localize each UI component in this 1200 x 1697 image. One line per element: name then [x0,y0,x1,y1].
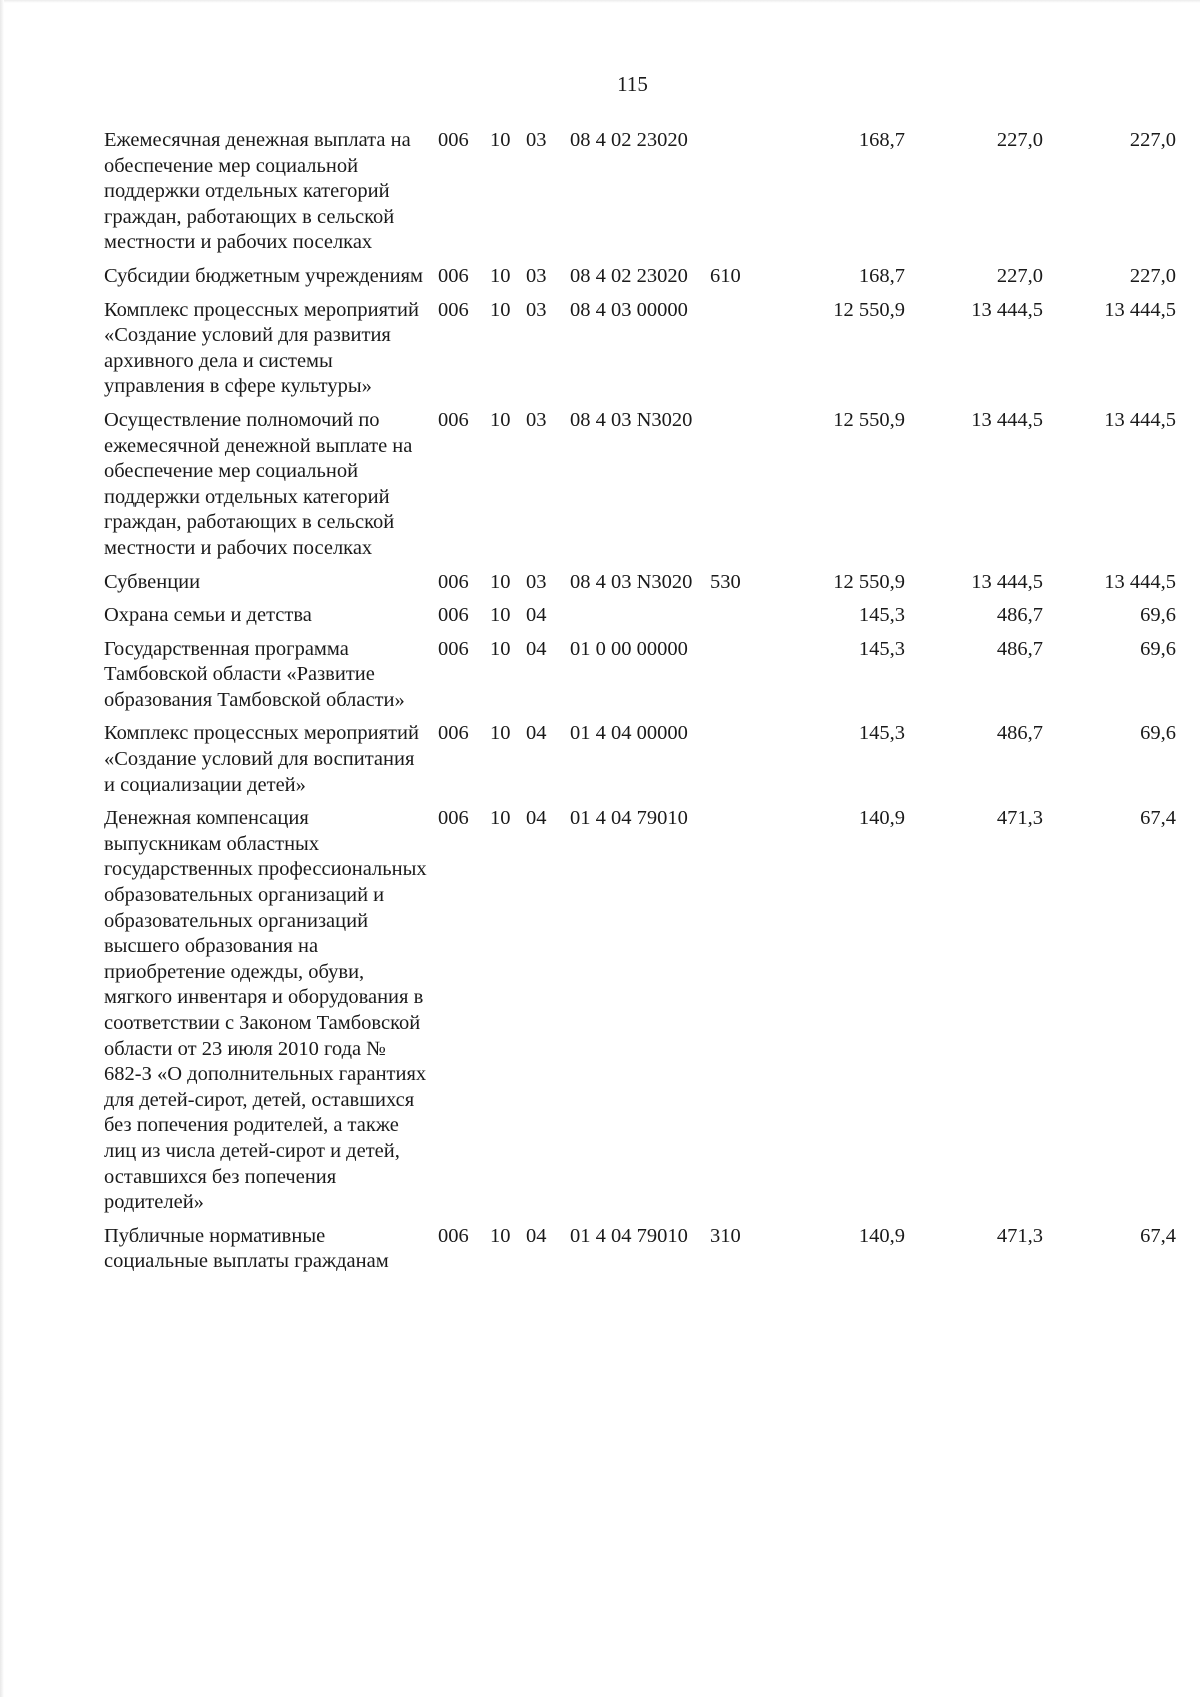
grbs-code: 006 [438,1224,469,1247]
amount-year-2: 486,7 [996,604,1043,627]
row-name: Субсидии бюджетным учреждениям [104,264,424,287]
table-row [104,570,1176,604]
table-row [104,637,1176,722]
amount-year-1: 12 550,9 [833,298,905,321]
expense-type-code [710,408,768,570]
subsection-code: 03 [526,129,547,151]
grbs-code: 006 [438,570,469,593]
amount-year-2: 13 444,5 [971,298,1043,321]
subsection-code: 04 [526,604,547,627]
row-name: Комплекс процессных мероприятий «Создание условий для развития архивного дела и системы управления в сфере культуры» [104,298,419,398]
amount-year-2: 13 444,5 [971,408,1043,431]
section-code: 10 [490,604,511,627]
amount-year-1: 145,3 [858,604,905,627]
grbs-code: 006 [438,408,469,431]
grbs-code: 006 [438,807,469,830]
subsection-code: 03 [526,570,547,593]
grbs-code: 006 [438,298,469,321]
amount-year-2: 471,3 [996,807,1043,830]
row-name: Денежная компенсация выпускникам областных государственных профессиональных образовательных организаций и образовательных организаций высшего образования на приобретение одежды, обуви, мягкого инвентаря и оборудования в соответствии с Законом Тамбовской области от 23 июля 2010 года № 682-З «О дополнительных гарантиях для детей-сирот, детей, оставшихся без попечения родителей, а также лиц из числа детей-сирот и детей, оставшихся без попечения родителей» [104,807,427,1214]
scan-left-edge [0,0,4,1697]
expense-type-code [710,298,768,408]
amount-year-3: 227,0 [1129,129,1176,151]
table-row [104,408,1176,570]
expense-type-code [710,721,768,806]
amount-year-3: 69,6 [1140,637,1176,660]
amount-year-2: 13 444,5 [971,570,1043,593]
subsection-code: 04 [526,1224,547,1247]
subsection-code: 03 [526,408,547,431]
row-name: Государственная программа Тамбовской области «Развитие образования Тамбовской области» [104,637,405,711]
amount-year-1: 140,9 [858,807,905,830]
target-article-code: 08 4 02 23020 [570,264,688,287]
amount-year-2: 227,0 [996,129,1043,151]
scan-top-edge [0,0,1200,3]
amount-year-3: 67,4 [1140,807,1176,830]
amount-year-3: 13 444,5 [1104,570,1176,593]
section-code: 10 [490,298,511,321]
budget-table [104,128,1176,1283]
target-article-code: 08 4 03 N3020 [570,570,693,593]
amount-year-3: 227,0 [1129,264,1176,287]
table-row [104,806,1176,1224]
expense-type-code: 610 [710,264,741,287]
amount-year-1: 168,7 [858,264,905,287]
amount-year-1: 145,3 [858,722,905,745]
table-row [104,264,1176,298]
section-code: 10 [490,570,511,593]
amount-year-3: 69,6 [1140,722,1176,745]
expense-type-code [710,128,768,264]
amount-year-1: 12 550,9 [833,408,905,431]
section-code: 10 [490,1224,511,1247]
row-name: Ежемесячная денежная выплата на обеспечение мер социальной поддержки отдельных категорий граждан, работающих в сельской местности и рабочих поселках [104,129,411,254]
grbs-code: 006 [438,129,469,151]
table-row [104,1224,1176,1283]
table-row [104,603,1176,637]
subsection-code: 03 [526,298,547,321]
table-row [104,721,1176,806]
target-article-code: 08 4 02 23020 [570,129,688,151]
section-code: 10 [490,722,511,745]
target-article-code: 08 4 03 00000 [570,298,688,321]
section-code: 10 [490,408,511,431]
amount-year-3: 13 444,5 [1104,408,1176,431]
row-name: Осуществление полномочий по ежемесячной денежной выплате на обеспечение мер социальной поддержки отдельных категорий граждан, работающих в сельской местности и рабочих поселках [104,408,413,559]
section-code: 10 [490,129,511,151]
amount-year-2: 486,7 [996,722,1043,745]
expense-type-code: 310 [710,1224,741,1247]
table-body [104,128,1176,1283]
grbs-code: 006 [438,637,469,660]
amount-year-3: 69,6 [1140,604,1176,627]
row-name: Субвенции [104,570,201,593]
section-code: 10 [490,264,511,287]
row-name: Охрана семьи и детства [104,604,312,627]
grbs-code: 006 [438,722,469,745]
amount-year-3: 13 444,5 [1104,298,1176,321]
amount-year-1: 168,7 [858,129,905,151]
table-row [104,128,1176,264]
target-article-code [570,603,710,637]
row-name: Публичные нормативные социальные выплаты гражданам [104,1224,389,1273]
subsection-code: 03 [526,264,547,287]
amount-year-1: 140,9 [858,1224,905,1247]
expense-type-code [710,603,768,637]
subsection-code: 04 [526,637,547,660]
subsection-code: 04 [526,722,547,745]
page-number: 115 [617,72,648,96]
amount-year-2: 486,7 [996,637,1043,660]
amount-year-3: 67,4 [1140,1224,1176,1247]
target-article-code: 01 4 04 79010 [570,1224,688,1247]
amount-year-2: 471,3 [996,1224,1043,1247]
section-code: 10 [490,637,511,660]
table-row [104,298,1176,408]
row-name: Комплекс процессных мероприятий «Создание условий для воспитания и социализации детей» [104,722,419,796]
amount-year-1: 12 550,9 [833,570,905,593]
target-article-code: 08 4 03 N3020 [570,408,693,431]
grbs-code: 006 [438,604,469,627]
expense-type-code [710,806,768,1224]
amount-year-2: 227,0 [996,264,1043,287]
target-article-code: 01 4 04 00000 [570,722,688,745]
grbs-code: 006 [438,264,469,287]
amount-year-1: 145,3 [858,637,905,660]
subsection-code: 04 [526,807,547,830]
expense-type-code: 530 [710,570,741,593]
expense-type-code [710,637,768,722]
section-code: 10 [490,807,511,830]
target-article-code: 01 0 00 00000 [570,637,688,660]
target-article-code: 01 4 04 79010 [570,807,688,830]
